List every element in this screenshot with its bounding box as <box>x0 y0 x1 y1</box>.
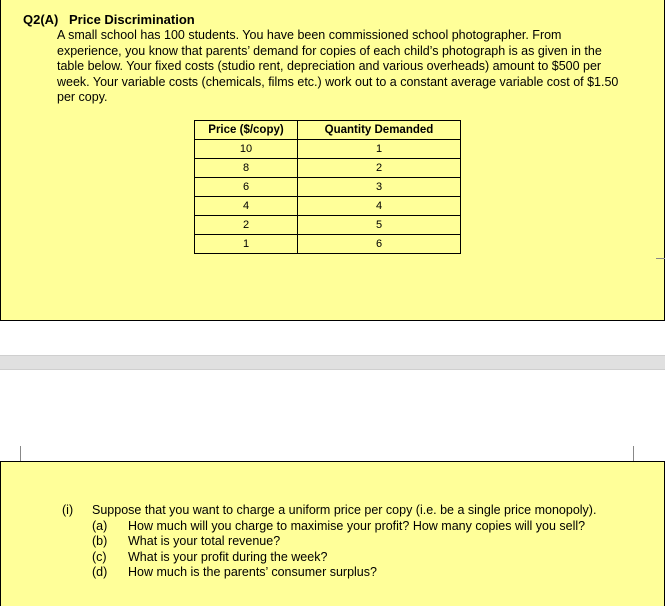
question-number: Q2(A) <box>23 12 59 27</box>
table-row <box>195 197 461 216</box>
column-header-quantity: Quantity Demanded <box>298 121 461 140</box>
price-cell: 2 <box>195 216 298 235</box>
table-row <box>195 159 461 178</box>
quantity-cell: 6 <box>298 235 461 254</box>
margin-marker <box>633 446 634 462</box>
price-cell: 10 <box>195 140 298 159</box>
item-text: What is your total revenue? <box>128 534 281 549</box>
table-row <box>195 216 461 235</box>
question-intro: A small school has 100 students. You have been commissioned school photographer. From experience, you know that parents’ demand for copies of each child’s photograph is as given in the table below. Your fixed costs (studio rent, depreciation and various overheads) amount to $500 per week. Your variable costs (chemicals, films etc.) work out to a constant average variable cost of $1.50 per copy. <box>57 28 619 105</box>
part-i-text: Suppose that you want to charge a uniform price per copy (i.e. be a single price monopoly). <box>92 503 597 517</box>
price-cell: 4 <box>195 197 298 216</box>
price-cell: 8 <box>195 159 298 178</box>
item-label: (b) <box>92 534 108 549</box>
question-heading <box>23 12 195 27</box>
item-label: (a) <box>92 518 108 533</box>
quantity-cell: 4 <box>298 197 461 216</box>
table-row <box>195 178 461 197</box>
page-break-bar <box>0 355 665 370</box>
demand-table <box>194 120 461 254</box>
quantity-cell: 1 <box>298 140 461 159</box>
quantity-cell: 2 <box>298 159 461 178</box>
quantity-cell: 3 <box>298 178 461 197</box>
margin-marker <box>20 446 21 462</box>
quantity-cell: 5 <box>298 216 461 235</box>
table-row <box>195 140 461 159</box>
item-text: How much is the parents’ consumer surplus? <box>128 565 377 580</box>
margin-marker <box>656 258 665 259</box>
column-header-price: Price ($/copy) <box>195 121 298 140</box>
question-title: Price Discrimination <box>69 12 195 27</box>
item-text: What is your profit during the week? <box>128 549 328 564</box>
item-label: (d) <box>92 565 108 580</box>
table-header-row <box>195 121 461 140</box>
price-cell: 1 <box>195 235 298 254</box>
table-row <box>195 235 461 254</box>
price-cell: 6 <box>195 178 298 197</box>
part-i-label: (i) <box>62 503 74 517</box>
item-label: (c) <box>92 549 107 564</box>
item-text: How much will you charge to maximise your profit? How many copies will you sell? <box>128 518 586 533</box>
